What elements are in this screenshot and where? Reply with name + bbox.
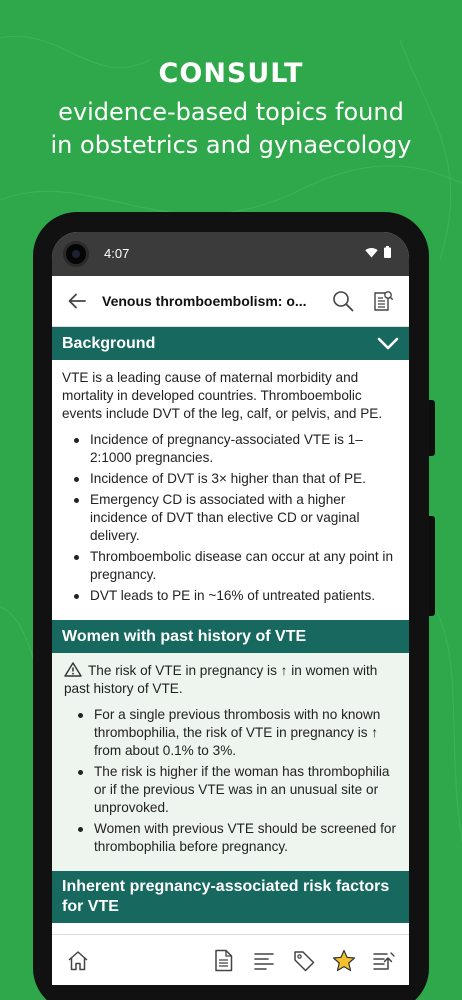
section-heading: Background xyxy=(62,334,156,352)
section-heading: Inherent pregnancy-associated risk factors for VTE xyxy=(62,878,390,915)
favourite-button[interactable] xyxy=(322,935,366,986)
back-arrow-icon xyxy=(68,293,86,309)
star-icon xyxy=(332,949,356,972)
tags-button[interactable] xyxy=(282,935,326,986)
section-header-past-history[interactable] xyxy=(52,620,409,653)
home-icon xyxy=(67,950,89,971)
warning-text: The risk of VTE in pregnancy is ↑ in women with past history of VTE. xyxy=(64,663,378,696)
warning-icon xyxy=(64,662,82,677)
bottom-toolbar xyxy=(52,934,409,985)
topic-title: Venous thromboembolism: o... xyxy=(102,293,307,309)
promo-header xyxy=(0,56,462,162)
list-item: Incidence of DVT is 3× higher than that of PE. xyxy=(62,470,399,488)
section-body-background xyxy=(52,360,409,620)
list-item: DVT leads to PE in ~16% of untreated patients. xyxy=(62,587,399,605)
list-item: Thromboembolic disease can occur at any point in pregnancy. xyxy=(62,548,399,584)
list-item: Women with previous VTE should be screened for thrombophilia before pregnancy. xyxy=(66,820,399,856)
find-in-page-button[interactable] xyxy=(363,276,403,327)
phone-bottom-bezel xyxy=(52,985,409,1000)
bullet-list xyxy=(62,706,399,856)
chevron-down-icon[interactable] xyxy=(377,337,399,350)
search-button[interactable] xyxy=(323,276,363,327)
status-icons xyxy=(365,246,391,258)
contents-button[interactable] xyxy=(242,935,286,986)
back-button[interactable] xyxy=(52,276,102,327)
front-camera xyxy=(63,241,89,267)
list-item: Incidence of pregnancy-associated VTE is 1–2:1000 pregnancies. xyxy=(62,431,399,467)
contents-list-icon xyxy=(253,951,275,971)
section-body-past-history xyxy=(52,653,409,871)
search-icon xyxy=(332,290,354,312)
status-bar xyxy=(52,232,409,276)
topic-content[interactable] xyxy=(52,327,409,934)
promo-subtitle-line-1: evidence-based topics found xyxy=(58,98,404,126)
battery-icon xyxy=(384,246,391,258)
section-intro: VTE is a leading cause of maternal morbidity and mortality in developed countries. Thromboembolic events include DVT of the leg, calf, or pelvis, and PE. xyxy=(62,370,383,421)
list-item: For a single previous thrombosis with no known thrombophilia, the risk of VTE in pregnancy is ↑ from about 0.1% to 3%. xyxy=(66,706,399,760)
promo-subtitle-line-2: in obstetrics and gynaecology xyxy=(50,131,412,159)
app-bar xyxy=(52,276,409,327)
phone-volume-button xyxy=(429,516,435,616)
home-button[interactable] xyxy=(56,935,100,986)
bullet-list xyxy=(62,431,399,605)
section-header-background[interactable] xyxy=(52,327,409,360)
tag-icon xyxy=(293,950,315,972)
list-item: Emergency CD is associated with a higher incidence of DVT than elective CD or vaginal delivery. xyxy=(62,491,399,545)
document-button[interactable] xyxy=(202,935,246,986)
warning-paragraph xyxy=(62,662,399,698)
document-search-icon xyxy=(373,290,393,312)
status-time: 4:07 xyxy=(104,246,130,261)
section-heading: Women with past history of VTE xyxy=(62,627,307,645)
export-button[interactable] xyxy=(362,935,406,986)
list-item: The risk is higher if the woman has thrombophilia or if the previous VTE was in an unusual site or unprovoked. xyxy=(66,763,399,817)
export-icon xyxy=(372,950,396,972)
phone-screen xyxy=(52,232,409,1000)
promo-title: CONSULT xyxy=(158,58,304,89)
document-icon xyxy=(214,949,234,972)
section-header-risk-factors[interactable] xyxy=(52,871,409,923)
phone-side-button xyxy=(429,400,435,456)
wifi-icon xyxy=(365,247,378,258)
